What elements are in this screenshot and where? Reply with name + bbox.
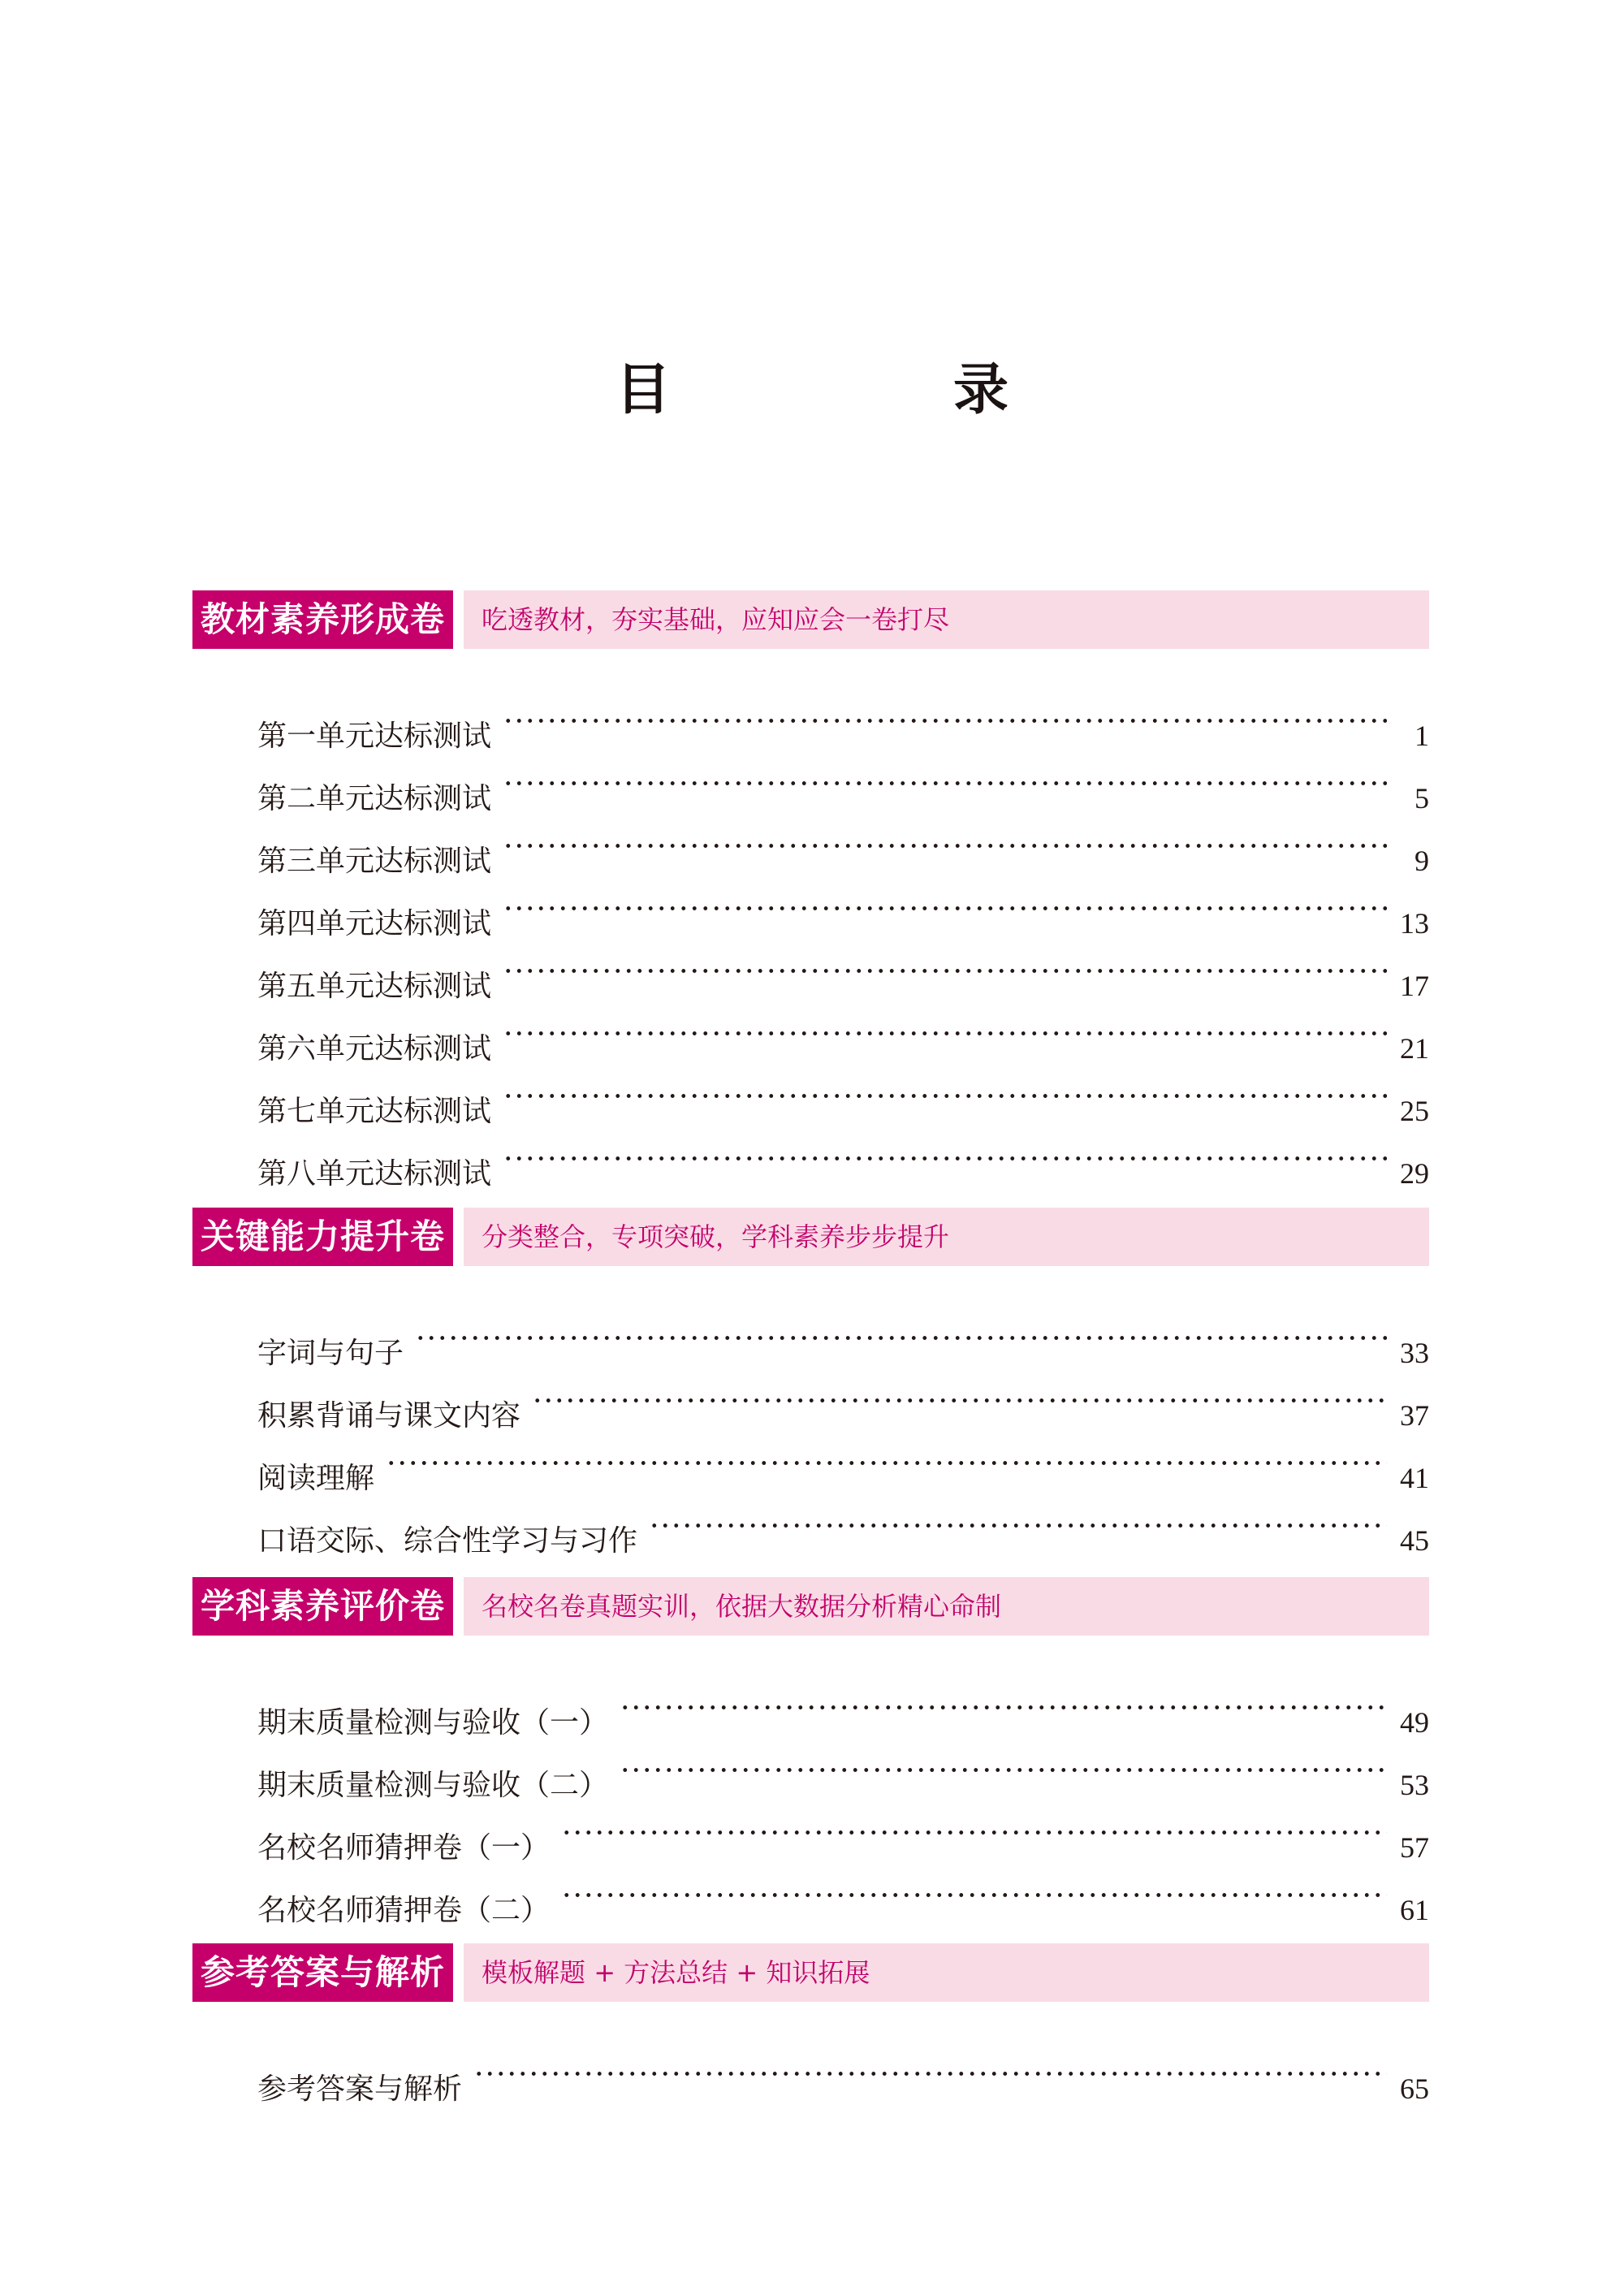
- toc-entry-page: 9: [1415, 845, 1429, 877]
- toc-entry-page: 53: [1400, 1769, 1429, 1801]
- dot-leader: [503, 1058, 1387, 1121]
- dot-leader: [503, 996, 1387, 1058]
- toc-entry-page: 1: [1415, 720, 1429, 752]
- section-header: [192, 1577, 1429, 1636]
- toc-entry-title: 第七单元达标测试: [257, 1095, 492, 1128]
- toc-entry[interactable]: [257, 1670, 1429, 1740]
- section-label: 学科素养评价卷: [192, 1577, 453, 1636]
- dot-leader: [503, 746, 1387, 808]
- toc-entry-title: 口语交际、综合性学习与习作: [257, 1524, 638, 1558]
- toc-entry-page: 57: [1400, 1831, 1429, 1864]
- dot-leader: [620, 1670, 1387, 1732]
- toc-entry-page: 65: [1400, 2072, 1429, 2105]
- toc-entry-page: 29: [1400, 1157, 1429, 1190]
- toc-entry[interactable]: [257, 1300, 1429, 1370]
- toc-entry-title: 阅读理解: [257, 1462, 375, 1495]
- toc-entry-title: 第六单元达标测试: [257, 1032, 492, 1065]
- dot-leader: [386, 1425, 1387, 1488]
- toc-entry[interactable]: [257, 1058, 1429, 1128]
- toc-entry-title: 期末质量检测与验收（二）: [257, 1769, 609, 1802]
- toc-entry[interactable]: [257, 996, 1429, 1065]
- section-header: [192, 590, 1429, 649]
- toc-entry-title: 名校名师猜押卷（一）: [257, 1831, 551, 1865]
- toc-entry-title: 积累背诵与课文内容: [257, 1399, 521, 1433]
- toc-list: [192, 683, 1429, 1191]
- section-textbook-literacy: [192, 590, 1429, 1191]
- section-slogan: 模板解题 + 方法总结 + 知识拓展: [464, 1943, 1429, 2002]
- toc-entry-page: 45: [1400, 1524, 1429, 1557]
- toc-entry-title: 名校名师猜押卷（二）: [257, 1894, 551, 1927]
- section-header: [192, 1943, 1429, 2002]
- section-label: 教材素养形成卷: [192, 590, 453, 649]
- toc-entry-title: 第二单元达标测试: [257, 782, 492, 815]
- toc-entry[interactable]: [257, 808, 1429, 878]
- toc-entry-title: 第一单元达标测试: [257, 720, 492, 753]
- toc-entry[interactable]: [257, 1425, 1429, 1495]
- dot-leader: [503, 1121, 1387, 1183]
- toc-entry-title: 第三单元达标测试: [257, 845, 492, 878]
- dot-leader: [473, 2036, 1387, 2098]
- toc-entry-page: 17: [1400, 970, 1429, 1002]
- toc-entry-page: 13: [1400, 907, 1429, 940]
- dot-leader: [503, 871, 1387, 933]
- toc-entry-page: 25: [1400, 1095, 1429, 1127]
- dot-leader: [503, 808, 1387, 871]
- dot-leader: [415, 1300, 1387, 1363]
- toc-entry[interactable]: [257, 871, 1429, 940]
- toc-entry-page: 37: [1400, 1399, 1429, 1432]
- toc-entry-page: 61: [1400, 1894, 1429, 1926]
- toc-list: [192, 1670, 1429, 1927]
- toc-entry-title: 参考答案与解析: [257, 2072, 463, 2106]
- section-slogan: 名校名卷真题实训，依据大数据分析精心命制: [464, 1577, 1429, 1636]
- toc-entry[interactable]: [257, 1795, 1429, 1865]
- section-subject-evaluation: [192, 1577, 1429, 1927]
- dot-leader: [561, 1795, 1387, 1857]
- toc-entry-page: 41: [1400, 1462, 1429, 1494]
- section-label: 关键能力提升卷: [192, 1208, 453, 1266]
- section-label: 参考答案与解析: [192, 1943, 453, 2002]
- toc-entry-page: 21: [1400, 1032, 1429, 1065]
- page-title: 目 录: [615, 357, 1122, 422]
- toc-entry-title: 第八单元达标测试: [257, 1157, 492, 1191]
- dot-leader: [561, 1857, 1387, 1920]
- toc-entry[interactable]: [257, 1732, 1429, 1802]
- toc-entry[interactable]: [257, 1488, 1429, 1558]
- dot-leader: [503, 933, 1387, 996]
- section-slogan: 分类整合，专项突破，学科素养步步提升: [464, 1208, 1429, 1266]
- toc-entry-page: 49: [1400, 1706, 1429, 1739]
- section-slogan: 吃透教材，夯实基础，应知应会一卷打尽: [464, 590, 1429, 649]
- section-answers: [192, 1943, 1429, 2106]
- toc-entry[interactable]: [257, 683, 1429, 753]
- toc-entry-title: 字词与句子: [257, 1337, 404, 1370]
- toc-entry-page: 33: [1400, 1337, 1429, 1369]
- toc-entry[interactable]: [257, 2036, 1429, 2106]
- toc-entry[interactable]: [257, 933, 1429, 1003]
- toc-entry[interactable]: [257, 1363, 1429, 1433]
- toc-list: [192, 1300, 1429, 1558]
- dot-leader: [649, 1488, 1387, 1550]
- dot-leader: [532, 1363, 1387, 1425]
- dot-leader: [503, 683, 1387, 746]
- dot-leader: [620, 1732, 1387, 1795]
- toc-entry-title: 第五单元达标测试: [257, 970, 492, 1003]
- toc-entry-title: 第四单元达标测试: [257, 907, 492, 940]
- toc-list: [192, 2036, 1429, 2106]
- section-header: [192, 1208, 1429, 1266]
- toc-entry[interactable]: [257, 1857, 1429, 1927]
- section-key-ability: [192, 1208, 1429, 1558]
- toc-entry-page: 5: [1415, 782, 1429, 815]
- toc-entry-title: 期末质量检测与验收（一）: [257, 1706, 609, 1740]
- toc-entry[interactable]: [257, 1121, 1429, 1191]
- toc-entry[interactable]: [257, 746, 1429, 815]
